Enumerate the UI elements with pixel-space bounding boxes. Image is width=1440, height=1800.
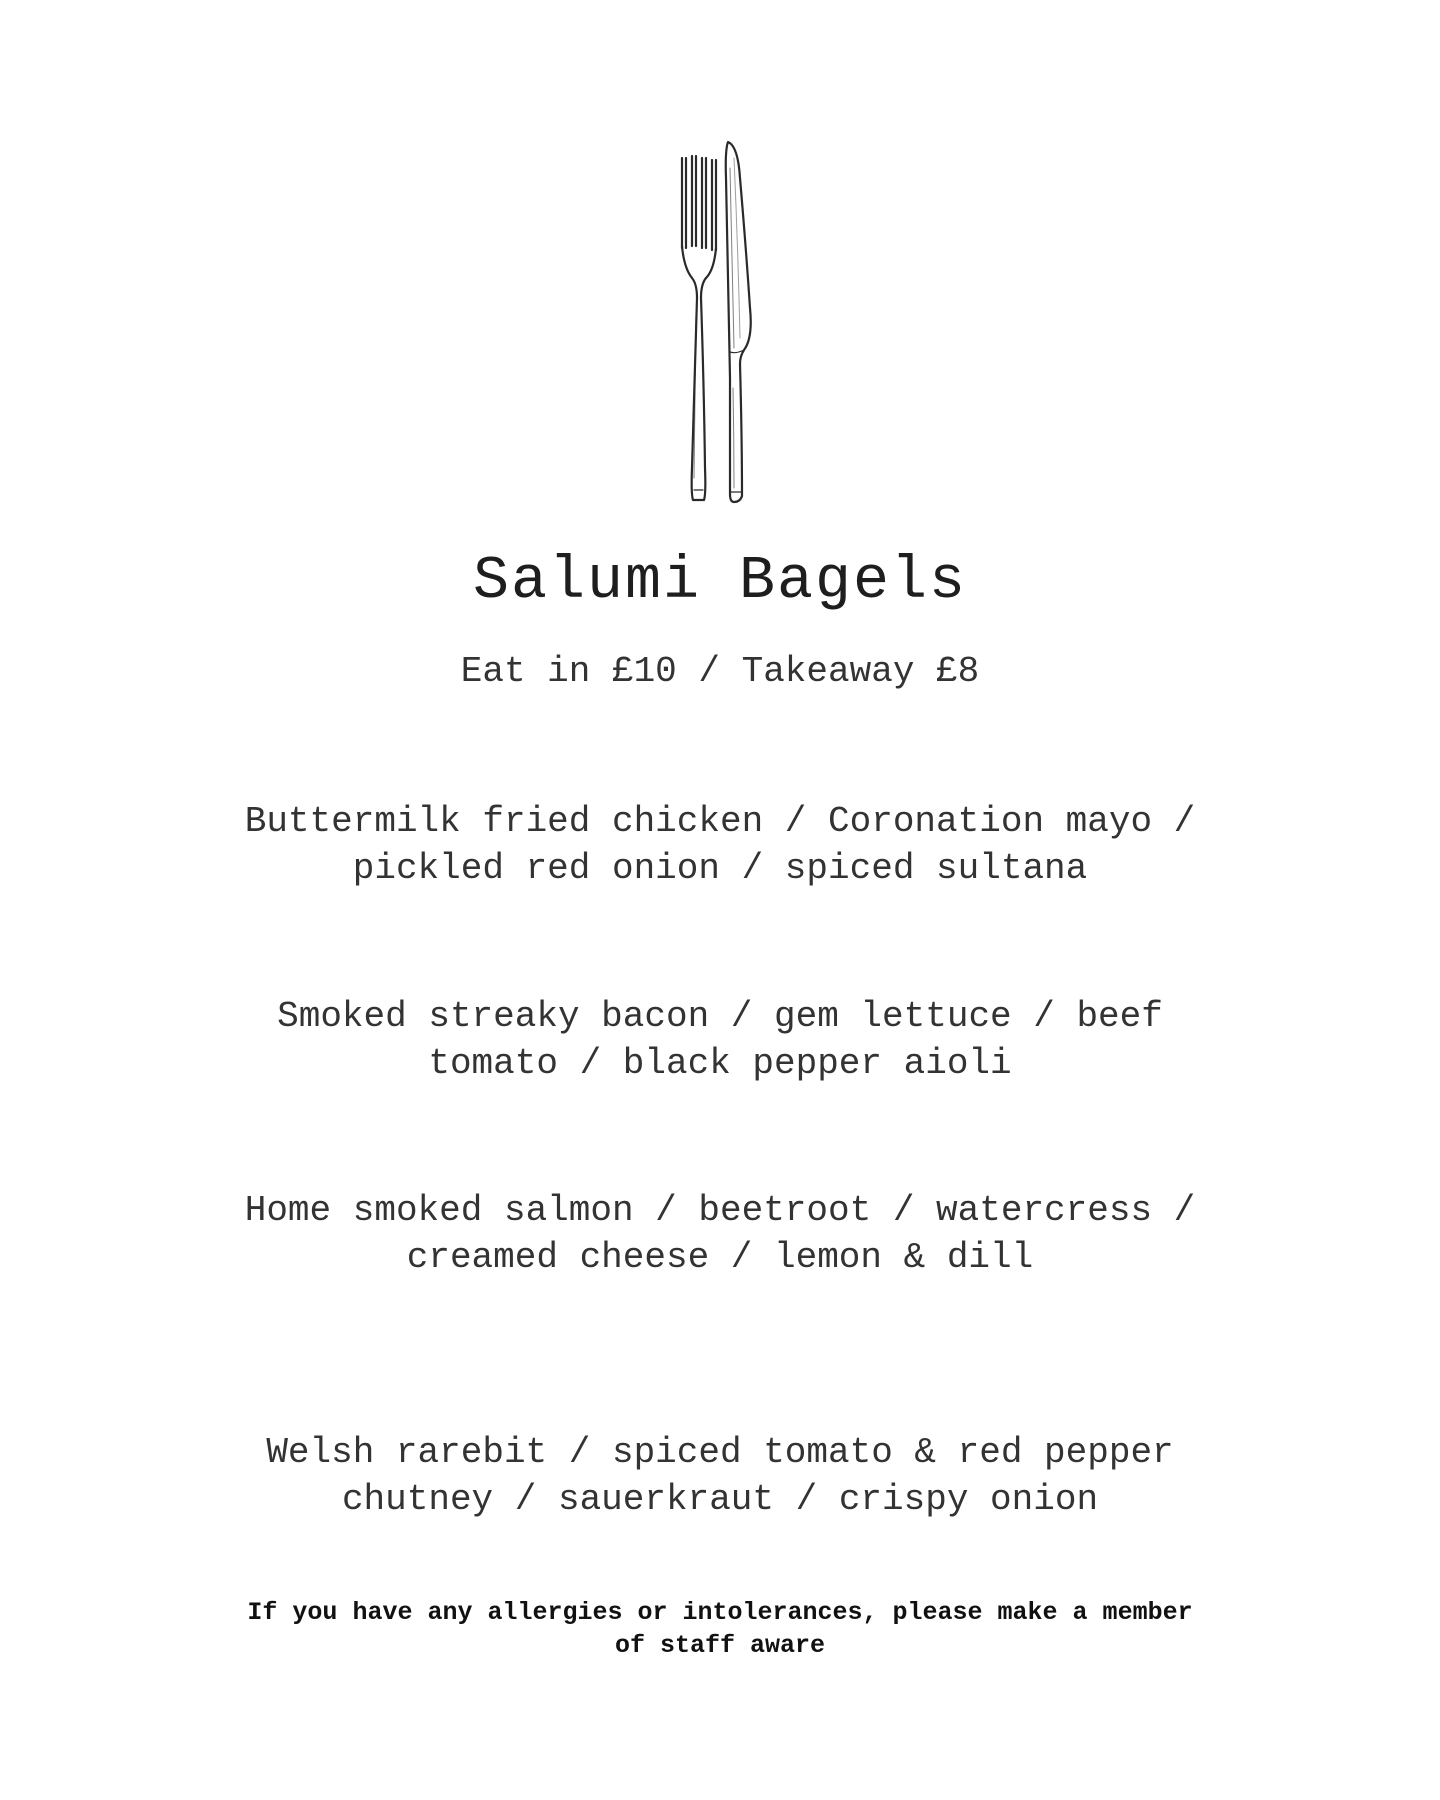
price-info: Eat in £10 / Takeaway £8	[460, 651, 980, 692]
menu-item: Welsh rarebit / spiced tomato & red pepper chutney / sauerkraut / crispy onion	[266, 1432, 1174, 1520]
menu-item: Home smoked salmon / beetroot / watercress / creamed cheese / lemon & dill	[244, 1190, 1196, 1278]
page-title: Salumi Bagels	[472, 548, 968, 616]
fork-and-knife-icon	[660, 138, 770, 518]
menu-item: Buttermilk fried chicken / Coronation mayo / pickled red onion / spiced sultana	[244, 801, 1196, 889]
allergy-notice: If you have any allergies or intolerances, please make a member of staff aware	[247, 1598, 1193, 1660]
menu-item: Smoked streaky bacon / gem lettuce / beef tomato / black pepper aioli	[277, 996, 1163, 1084]
fork-icon	[682, 156, 716, 500]
knife-icon	[726, 142, 751, 502]
